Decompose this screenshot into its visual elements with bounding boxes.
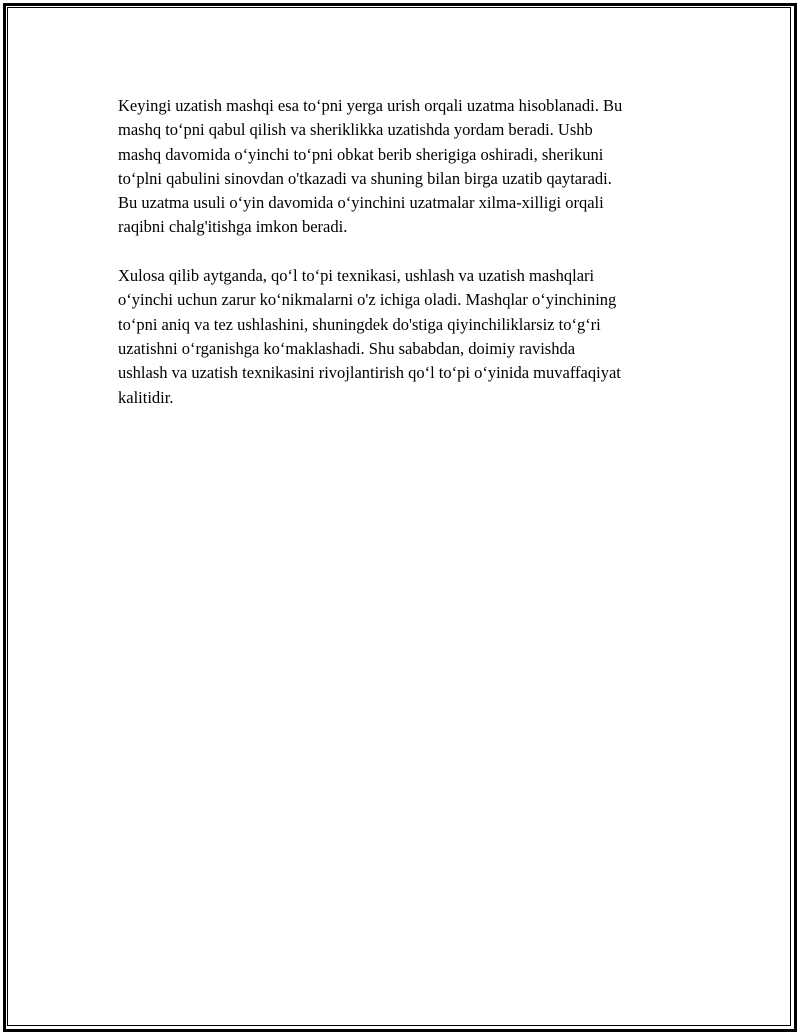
paragraph-2: [118, 264, 698, 410]
text-line: Xulosa qilib aytganda, qo‘l to‘pi texnikasi, ushlash va uzatish mashqlari: [118, 266, 595, 286]
text-line: to‘pni aniq va tez ushlashini, shuningdek do'stiga qiyinchiliklarsiz to‘g‘ri: [118, 314, 601, 334]
document-body: [118, 94, 698, 434]
paragraph-1: [118, 94, 698, 240]
text-line: ushlash va uzatish texnikasini rivojlantirish qo‘l to‘pi o‘yinida muvaffaqiyat: [118, 363, 621, 383]
text-line: uzatishni o‘rganishga ko‘maklashadi. Shu sababdan, doimiy ravishda: [118, 338, 576, 358]
text-line: o‘yinchi uchun zarur ko‘nikmalarni o'z ichiga oladi. Mashqlar o‘yinchining: [118, 290, 617, 310]
text-line: to‘plni qabulini sinovdan o'tkazadi va shuning bilan birga uzatib qaytaradi.: [118, 168, 612, 188]
text-line: kalitidir.: [118, 387, 174, 407]
text-line: Bu uzatma usuli o‘yin davomida o‘yinchini uzatmalar xilma-xilligi orqali: [118, 193, 604, 213]
text-line: mashq davomida o‘yinchi to‘pni obkat berib sherigiga oshiradi, sherikuni: [118, 144, 604, 164]
text-line: raqibni chalg'itishga imkon beradi.: [118, 217, 348, 237]
text-line: Keyingi uzatish mashqi esa to‘pni yerga urish orqali uzatma hisoblanadi. Bu: [118, 96, 623, 115]
text-line: mashq to‘pni qabul qilish va sheriklikka uzatishda yordam beradi. Ushb: [118, 120, 593, 140]
